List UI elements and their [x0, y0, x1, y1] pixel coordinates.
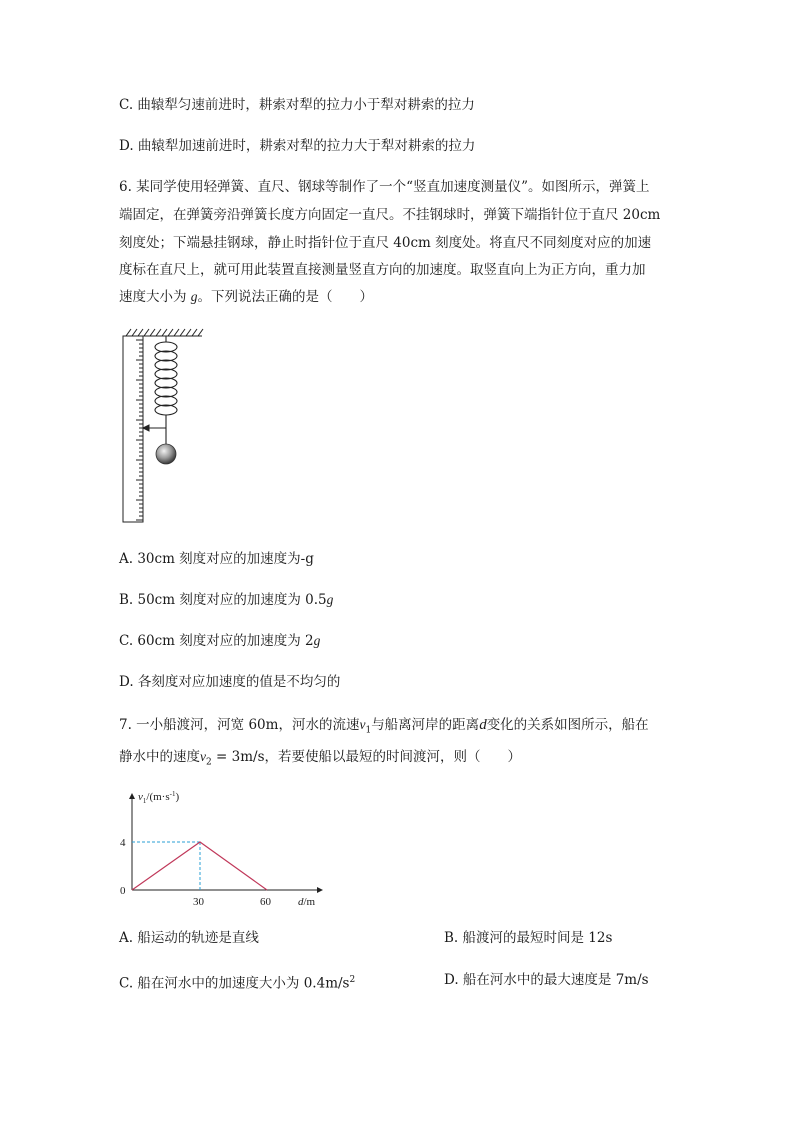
- q6-stem-line2: 端固定，在弹簧旁沿弹簧长度方向固定一直尺。不挂钢球时，弹簧下端指针位于直尺 20cm: [119, 207, 661, 223]
- q6-stem-line5-post: 。下列说法正确的是（ ）: [197, 289, 374, 305]
- q7-stem-line2-post: ，若要使船以最短的时间渡河，则（ ）: [264, 749, 521, 765]
- q6-stem-line1: 6. 某同学使用轻弹簧、直尺、钢球等制作了一个“竖直加速度测量仪”。如图所示，弹簧上: [119, 179, 650, 195]
- q7-stem-line1-pre: 7. 一小船渡河，河宽 60m，河水的流速: [119, 717, 360, 733]
- q6-stem-line3: 刻度处；下端悬挂钢球，静止时指针位于直尺 40cm 刻度处。将直尺不同刻度对应的加速: [119, 235, 652, 251]
- y-axis-label: [138, 790, 179, 805]
- q7-v2-variable: v: [200, 749, 206, 764]
- y-label-unit: /(m·s: [146, 791, 170, 803]
- q7-d-variable: d: [479, 717, 487, 733]
- q6-option-a: A. 30cm 刻度对应的加速度为-g: [119, 551, 314, 567]
- ruler: [123, 336, 143, 522]
- q6-option-b: [119, 591, 333, 609]
- y-tick-4: 4: [120, 837, 126, 849]
- q6-option-b-g: g: [326, 592, 334, 607]
- x-tick-60: 60: [260, 896, 271, 908]
- q6-option-c: [119, 632, 320, 650]
- steel-ball: [156, 444, 176, 464]
- x-axis-label: [298, 896, 316, 908]
- spring-ruler-figure: [118, 326, 208, 526]
- x-tick-30: 30: [193, 896, 204, 908]
- q7-option-c-text: C. 船在河水中的加速度大小为 0.4m/s: [119, 975, 350, 992]
- q7-option-a: A. 船运动的轨迹是直线: [119, 930, 259, 946]
- y-label-var: v: [138, 791, 143, 803]
- x-label-unit: /m: [303, 896, 316, 908]
- pointer-arrow: [143, 425, 166, 431]
- q6-stem-line5: [119, 288, 373, 306]
- q6-option-d: D. 各刻度对应加速度的值是不均匀的: [119, 674, 341, 690]
- q6-g-variable: g: [190, 289, 198, 304]
- q7-v1-variable: v: [359, 717, 366, 732]
- q6-stem-line5-pre: 速度大小为: [119, 289, 191, 305]
- ceiling-hatch: [123, 329, 203, 336]
- velocity-distance-graph: [112, 788, 332, 913]
- q7-stem-line2: [119, 748, 521, 772]
- q6-option-c-text: C. 60cm 刻度对应的加速度为 2: [119, 633, 314, 649]
- q7-v2-subscript: 2: [206, 757, 212, 768]
- q6-option-b-text: B. 50cm 刻度对应的加速度为 0.5: [119, 592, 327, 608]
- y-label-sub: 1: [142, 797, 147, 805]
- q6-option-c-g: g: [313, 633, 321, 648]
- q7-stem-line2-pre: 静水中的速度: [119, 749, 200, 765]
- y-label-exp: -1: [169, 790, 176, 798]
- q7-stem-line1: [119, 716, 649, 740]
- x-label-var: d: [298, 896, 304, 908]
- q7-v2-value: = 3m/s: [211, 749, 265, 765]
- q7-option-d: D. 船在河水中的最大速度是 7m/s: [444, 972, 649, 988]
- q7-v1-subscript: 1: [365, 725, 372, 736]
- origin-label: 0: [120, 885, 126, 897]
- q7-option-b: B. 船渡河的最短时间是 12s: [444, 930, 613, 946]
- y-label-close: ): [175, 791, 180, 803]
- q7-stem-line1-mid: 与船离河岸的距离: [371, 717, 480, 733]
- q7-option-c-exp: 2: [349, 975, 356, 985]
- q7-option-c: [119, 971, 355, 993]
- q5-option-d: D. 曲辕犁加速前进时，耕索对犁的拉力大于犁对耕索的拉力: [119, 138, 476, 154]
- q6-stem-line4: 度标在直尺上，就可用此装置直接测量竖直方向的加速度。取竖直向上为正方向，重力加: [119, 262, 646, 278]
- q7-stem-line1-post: 变化的关系如图所示，船在: [486, 717, 649, 733]
- q5-option-c: C. 曲辕犁匀速前进时，耕索对犁的拉力小于犁对耕索的拉力: [119, 97, 475, 113]
